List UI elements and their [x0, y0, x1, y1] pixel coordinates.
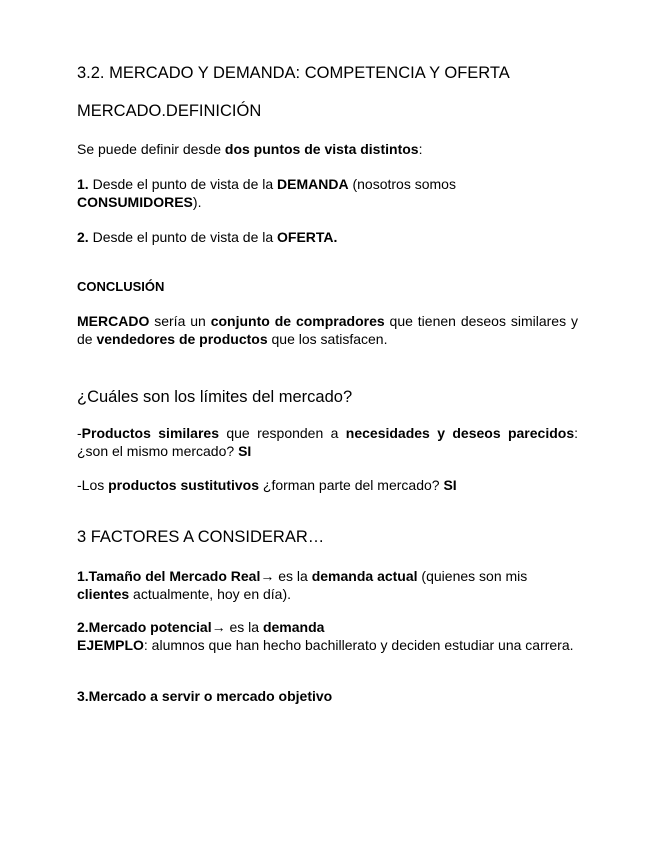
factor-mercado-objetivo: 3.Mercado a servir o mercado objetivo	[77, 688, 333, 704]
section-heading-definicion: MERCADO.DEFINICIÓN	[77, 102, 262, 120]
example-paragraph: EJEMPLO: alumnos que han hecho bachillerato y deciden estudiar una carrera.	[77, 637, 574, 653]
point-oferta: 2. Desde el punto de vista de la OFERTA.	[77, 229, 338, 245]
point-demanda: 1. Desde el punto de vista de la DEMANDA (nosotros somos CONSUMIDORES).	[77, 176, 456, 210]
limit-productos-similares: -Productos similares que responden a necesidades y deseos parecidos: ¿son el mismo mercado? SI	[77, 425, 579, 459]
conclusion-heading: CONCLUSIÓN	[77, 279, 165, 294]
conclusion-paragraph: MERCADO sería un conjunto de compradores que tienen deseos similares y de vendedores de productos que los satisfacen.	[77, 313, 578, 347]
factor-mercado-real: 1.Tamaño del Mercado Real→ es la demanda actual (quienes son mis clientes actualmente, hoy en día).	[77, 568, 528, 602]
intro-paragraph: Se puede definir desde dos puntos de vista distintos:	[77, 141, 423, 157]
factor-mercado-potencial: 2.Mercado potencial→ es la demanda	[77, 619, 325, 635]
limits-heading: ¿Cuáles son los límites del mercado?	[77, 388, 353, 406]
limit-productos-sustitutivos: -Los productos sustitutivos ¿forman parte del mercado? SI	[77, 477, 457, 493]
factors-heading: 3 FACTORES A CONSIDERAR…	[77, 528, 325, 546]
document-title: 3.2. MERCADO Y DEMANDA: COMPETENCIA Y OFERTA	[77, 64, 510, 82]
